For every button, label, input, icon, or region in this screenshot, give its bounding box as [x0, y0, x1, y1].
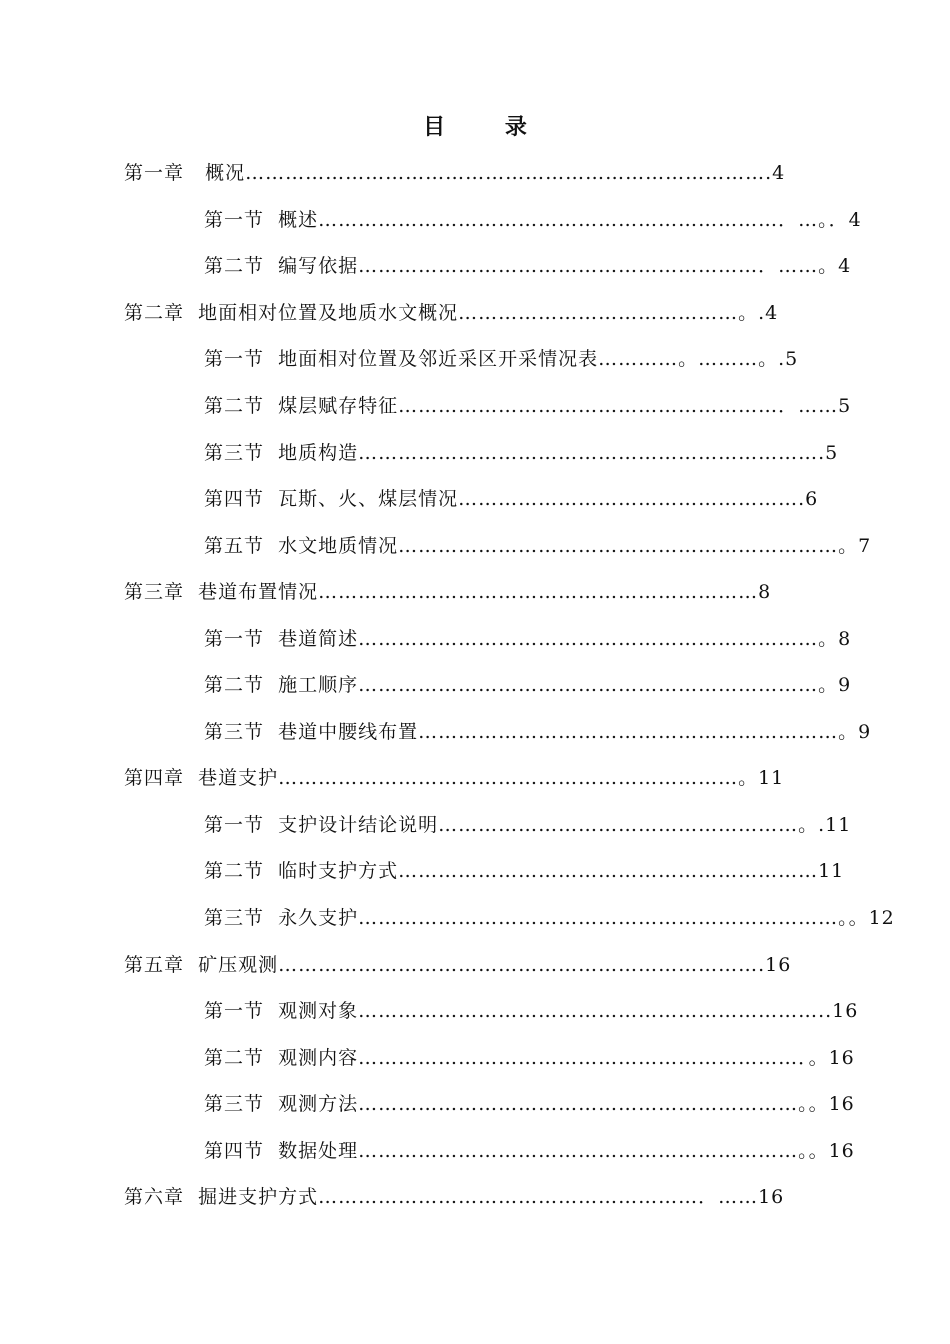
toc-section-3-2[interactable]: 第二节 施工顺序……………………………………………………………。9 [204, 674, 852, 696]
toc-chapter-1[interactable]: 第一章 概况…………………………………………………………………….4 [124, 162, 786, 184]
toc-section-5-2[interactable]: 第二节 观测内容…………………………………………………………．。16 [204, 1047, 855, 1069]
toc-chapter-3[interactable]: 第三章 巷道布置情况…………………………………………………………8 [124, 581, 772, 603]
toc-chapter-2[interactable]: 第二章 地面相对位置及地质水文概况……………………………………。.4 [124, 302, 779, 324]
toc-chapter-4[interactable]: 第四章 巷道支护……………………………………………………………。11 [124, 767, 785, 789]
toc-section-2-5[interactable]: 第五节 水文地质情况…………………………………………………………。7 [204, 535, 872, 557]
toc-section-1-2[interactable]: 第二节 编写依据……………………………………………………．……。4 [204, 255, 852, 277]
toc-section-5-3[interactable]: 第三节 观测方法…………………………………………………………。。16 [204, 1093, 855, 1115]
toc-section-2-2[interactable]: 第二节 煤层赋存特征…………………………………………………．……5 [204, 395, 852, 417]
toc-chapter-6[interactable]: 第六章 掘进支护方式…………………………………………………．……16 [124, 1186, 785, 1208]
toc-section-4-3[interactable]: 第三节 永久支护………………………………………………………………。。12 [204, 907, 895, 929]
toc-section-4-2[interactable]: 第二节 临时支护方式………………………………………………………11 [204, 860, 845, 882]
toc-section-5-4[interactable]: 第四节 数据处理…………………………………………………………。。16 [204, 1140, 855, 1162]
toc-section-2-1[interactable]: 第一节 地面相对位置及邻近采区开采情况表…………。………。.5 [204, 348, 799, 370]
toc-section-2-3[interactable]: 第三节 地质构造…………………………………………………………….5 [204, 442, 839, 464]
toc-section-5-1[interactable]: 第一节 观测对象……………………………………………………………..16 [204, 1000, 859, 1022]
toc-section-1-1[interactable]: 第一节 概述……………………………………………………………．…。．4 [204, 209, 862, 231]
toc-section-3-3[interactable]: 第三节 巷道中腰线布置………………………………………………………。9 [204, 721, 872, 743]
toc-chapter-5[interactable]: 第五章 矿压观测……………………………………………………………….16 [124, 954, 792, 976]
page-title: 目 录 [423, 114, 553, 140]
toc-section-2-4[interactable]: 第四节 瓦斯、火、煤层情况…………………………………………….6 [204, 488, 819, 510]
toc-section-3-1[interactable]: 第一节 巷道简述……………………………………………………………。8 [204, 628, 852, 650]
toc-section-4-1[interactable]: 第一节 支护设计结论说明………………………………………………。.11 [204, 814, 852, 836]
